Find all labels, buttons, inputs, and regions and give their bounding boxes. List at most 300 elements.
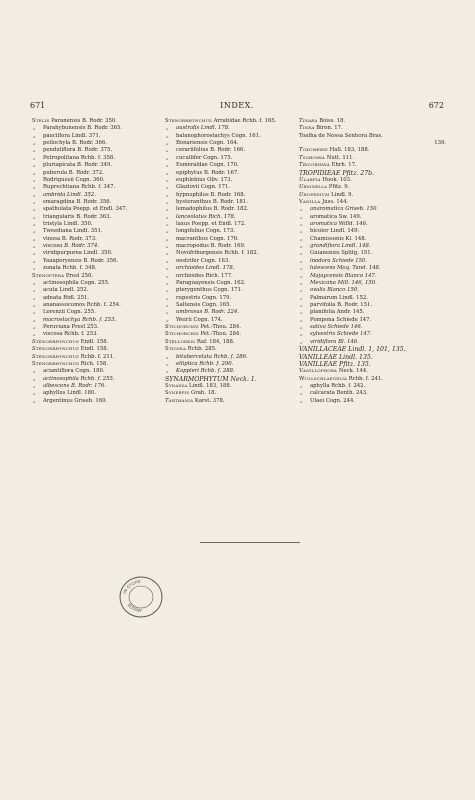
ditto-mark: „ xyxy=(166,309,169,316)
entry-authority: Nutt. 111. xyxy=(325,154,355,161)
continued-page-ref: 139. xyxy=(434,140,446,147)
ditto-mark: „ xyxy=(300,257,303,264)
entry-text: sylvestris Schiede 147. xyxy=(310,331,372,338)
ditto-mark: „ xyxy=(300,338,303,345)
ditto-mark: „ xyxy=(33,147,36,154)
entry-text: bicolor Lindl. 149. xyxy=(310,228,360,235)
index-entry xyxy=(32,376,157,383)
genus-name: Tsoromia xyxy=(299,154,326,161)
index-entry xyxy=(32,184,157,191)
index-entry xyxy=(32,236,157,243)
ditto-mark: „ xyxy=(300,316,303,323)
genus-name: Tinaea xyxy=(299,118,318,124)
index-entry xyxy=(165,147,300,154)
entry-authority: Biron. 17. xyxy=(314,125,343,132)
ditto-mark: „ xyxy=(33,368,36,375)
index-entry xyxy=(32,390,157,397)
ditto-mark: „ xyxy=(166,316,169,323)
entry-text: rupestris Cogn. 179. xyxy=(176,294,232,301)
index-entry xyxy=(165,118,300,125)
entry-text: viscosa Rchb. f. 253. xyxy=(43,331,99,338)
index-entry xyxy=(299,177,446,184)
ditto-mark: „ xyxy=(166,279,169,286)
entry-text: macranthus Cogn. 176. xyxy=(176,235,239,242)
index-entry xyxy=(299,331,446,338)
ditto-mark: „ xyxy=(166,360,169,367)
ditto-mark: „ xyxy=(166,147,169,154)
ditto-mark: „ xyxy=(300,213,303,220)
index-entry xyxy=(165,140,300,147)
ditto-mark: „ xyxy=(300,250,303,257)
genus-name: Stellorkis xyxy=(165,338,196,345)
index-entry xyxy=(32,177,157,184)
entry-authority: Lindl. 9. xyxy=(329,191,354,198)
entry-text: ambrida Lindl. 352. xyxy=(43,191,96,198)
ditto-mark: „ xyxy=(33,294,36,301)
entry-text: pellochyla B. Rodr. 366. xyxy=(43,140,107,147)
entry-text: viridipurpurea Lindl. 350. xyxy=(43,250,113,257)
index-entry xyxy=(165,280,300,287)
entry-text: triangularis B. Rodr. 363. xyxy=(43,213,112,220)
ditto-mark: „ xyxy=(33,221,36,228)
ditto-mark: „ xyxy=(33,257,36,264)
ditto-mark: „ xyxy=(166,154,169,161)
entry-authority: Paranensis B. Rodr. 350. xyxy=(49,118,117,124)
genus-name: Stelis xyxy=(32,118,50,124)
entry-text: adnata Ridl. 251. xyxy=(43,294,90,301)
index-entry xyxy=(32,125,157,132)
index-entry xyxy=(299,250,446,257)
entry-authority: Neck. 144. xyxy=(337,368,368,375)
index-entry xyxy=(299,221,446,228)
index-entry xyxy=(32,170,157,177)
index-entry xyxy=(165,162,300,169)
entry-text: Kappleri Rchb. f. 288. xyxy=(176,368,235,375)
entry-authority: Karst. 378. xyxy=(193,397,225,404)
entry-authority: Endl. 158. xyxy=(79,346,109,353)
ditto-mark: „ xyxy=(166,301,169,308)
entry-authority: Rchb. f. 241. xyxy=(347,375,383,382)
index-entry xyxy=(299,236,446,243)
ditto-mark: „ xyxy=(166,272,169,279)
index-entry xyxy=(32,346,157,353)
index-entry xyxy=(165,221,300,228)
entry-text: Ulaei Cogn. 244. xyxy=(310,397,356,404)
index-entry xyxy=(165,309,300,316)
index-entry xyxy=(165,265,300,272)
entry-authority: Juss. 144. xyxy=(320,198,349,205)
ditto-mark: „ xyxy=(33,279,36,286)
index-entry xyxy=(165,354,300,361)
entry-text: acuta Lindl. 252. xyxy=(43,287,89,294)
index-entry xyxy=(299,317,446,324)
index-entry xyxy=(165,236,300,243)
entry-text: anaromatica Griseb. 150. xyxy=(310,206,379,213)
index-entry xyxy=(165,199,300,206)
genus-name: Stichorchis xyxy=(165,331,199,338)
entry-text: Rodriguesii Cogn. 360. xyxy=(43,176,105,183)
ditto-mark: „ xyxy=(33,191,36,198)
ditto-mark: „ xyxy=(166,368,169,375)
genus-name: Stenoptera xyxy=(32,272,65,279)
entry-text: parvifolia B. Rodr. 151. xyxy=(310,301,373,308)
ditto-mark: „ xyxy=(300,228,303,235)
index-entry xyxy=(299,302,446,309)
index-entry xyxy=(165,324,300,331)
index-entry xyxy=(32,331,157,338)
index-entry xyxy=(165,361,300,368)
entry-text: Lorenzii Cogn. 255. xyxy=(43,309,96,316)
index-entry xyxy=(165,250,300,257)
entry-authority: Boiss. 18. xyxy=(317,118,346,124)
index-entry xyxy=(32,273,157,280)
index-entry xyxy=(299,228,446,235)
ditto-mark: „ xyxy=(33,316,36,323)
ditto-mark: „ xyxy=(33,162,36,169)
ditto-mark: „ xyxy=(166,140,169,147)
entry-text: pterygenthus Cogn. 171. xyxy=(176,287,243,294)
page-number-right: 672 xyxy=(428,101,444,110)
entry-text: Mexicana Mill. 146, 150. xyxy=(310,279,377,286)
ditto-mark: „ xyxy=(166,235,169,242)
index-entry xyxy=(32,140,157,147)
index-entry xyxy=(32,354,157,361)
ditto-mark: „ xyxy=(300,301,303,308)
entry-text: spathulata Poepp. et Endl. 347. xyxy=(43,206,128,213)
genus-name: Tinea xyxy=(299,125,315,132)
ditto-mark: „ xyxy=(300,235,303,242)
entry-text: planifolia Andr. 145. xyxy=(310,309,365,316)
tribe-name: TROPIDIEAE Pfitz. 27b. xyxy=(299,169,375,177)
page-number-left: 671 xyxy=(30,101,46,110)
entry-authority: Pet.-Thou. 284. xyxy=(198,331,242,338)
index-entry xyxy=(32,295,157,302)
ditto-mark: „ xyxy=(166,176,169,183)
entry-text: viscosa B. Rodr. 374. xyxy=(43,243,100,250)
ditto-mark: „ xyxy=(166,243,169,250)
ditto-mark: „ xyxy=(300,279,303,286)
index-entry xyxy=(299,140,446,147)
ditto-mark: „ xyxy=(33,243,36,250)
entry-text: pauciflora Lindl. 371. xyxy=(43,132,101,139)
index-entry xyxy=(165,243,300,250)
entry-text: macrostachya Rchb. f. 253. xyxy=(43,316,117,323)
index-entry xyxy=(32,265,157,272)
entry-text: Majaycensis Blanco 147. xyxy=(310,272,377,279)
entry-text: aphyllus Lindl. 180. xyxy=(43,390,97,397)
ditto-mark: „ xyxy=(300,390,303,397)
ditto-mark: „ xyxy=(33,206,36,213)
tribe-name: VANILLEAE Lindl. 135. xyxy=(299,353,373,361)
ditto-mark: „ xyxy=(300,221,303,228)
entry-text: aromatica Willd. 146. xyxy=(310,221,368,228)
tribe-name: VANILLEAE Pfitz. 135. xyxy=(299,360,371,368)
index-entry xyxy=(299,199,446,206)
genus-name: Stenorrhynchus xyxy=(32,360,80,367)
index-entry xyxy=(32,258,157,265)
ditto-mark: „ xyxy=(166,221,169,228)
index-column-2 xyxy=(165,118,300,405)
genus-name: Ursinella xyxy=(299,184,328,191)
index-entry xyxy=(32,243,157,250)
index-entry xyxy=(32,368,157,375)
index-entry xyxy=(299,118,446,125)
index-entry xyxy=(299,258,446,265)
ditto-mark: „ xyxy=(33,390,36,397)
genus-name: Tarthania xyxy=(165,397,194,404)
index-entry xyxy=(32,133,157,140)
index-entry xyxy=(32,221,157,228)
entry-text: Ruprechtiana Rchb. f. 347. xyxy=(43,184,116,191)
entry-text: lanceolatus Rich. 178. xyxy=(176,213,236,220)
index-entry xyxy=(299,295,446,302)
ditto-mark: „ xyxy=(166,265,169,272)
index-entry xyxy=(32,287,157,294)
index-entry xyxy=(299,361,446,368)
ditto-mark: „ xyxy=(33,228,36,235)
entry-text: Esmeraldae Cogn. 170. xyxy=(176,162,239,169)
entry-text: Pompona Schiede 147. xyxy=(310,316,372,323)
entry-text: oestrifer Cogn. 163. xyxy=(176,257,230,264)
index-entry xyxy=(165,155,300,162)
entry-authority: Pfitz. 9. xyxy=(327,184,350,191)
index-entry xyxy=(32,339,157,346)
index-entry xyxy=(32,192,157,199)
entry-text: zonata Rchb. f. 348. xyxy=(43,265,97,272)
index-entry xyxy=(32,199,157,206)
ditto-mark: „ xyxy=(166,125,169,132)
ditto-mark: „ xyxy=(33,213,36,220)
entry-text: vinosa B. Rodr. 373. xyxy=(43,235,97,242)
genus-name: Stenorrhynchus xyxy=(165,118,213,124)
ditto-mark: „ xyxy=(300,397,303,404)
index-entry xyxy=(299,243,446,250)
index-entry xyxy=(165,339,300,346)
ditto-mark: „ xyxy=(33,265,36,272)
entry-text: penduliflora B. Rodr. 375. xyxy=(43,147,113,154)
entry-text: Parahybunensis B. Rodr. 365. xyxy=(43,125,123,132)
entry-text: macropodus B. Rodr. 169. xyxy=(176,243,246,250)
index-entry xyxy=(165,346,300,353)
entry-text: actinosophila Rchb. f. 255. xyxy=(43,375,115,382)
entry-authority: Hook. 103. xyxy=(320,176,352,183)
index-entry xyxy=(165,390,300,397)
ditto-mark: „ xyxy=(33,309,36,316)
ditto-mark: „ xyxy=(166,206,169,213)
index-entry xyxy=(299,368,446,375)
entry-text: australis Lindl. 178. xyxy=(176,125,230,132)
genus-name: Stichorchis xyxy=(165,324,199,331)
ditto-mark: „ xyxy=(300,382,303,389)
entry-text: Petropolitana Rchb. f. 358. xyxy=(43,154,115,161)
entry-text: umbrosus B. Rodr. 224. xyxy=(176,309,240,316)
index-entry xyxy=(299,155,446,162)
entry-text: hypnophilus B. Rodr. 168. xyxy=(176,191,246,198)
entry-text: longifolius Cogn. 173. xyxy=(176,228,235,235)
entry-text: Novofriburgensis Rchb. f. 182. xyxy=(176,250,259,257)
index-entry xyxy=(299,273,446,280)
genus-name: Stigmia xyxy=(165,346,187,353)
entry-text: Yauaperyensis B. Rodr. 356. xyxy=(43,257,119,264)
entry-text: aromatica Sw. 149. xyxy=(310,213,362,220)
ditto-mark: „ xyxy=(166,287,169,294)
entry-text: Tweediana Lindl. 351. xyxy=(43,228,103,235)
ditto-mark: „ xyxy=(33,132,36,139)
ditto-mark: „ xyxy=(33,235,36,242)
ditto-mark: „ xyxy=(300,287,303,294)
entry-text: lemadophilus B. Rodr. 182. xyxy=(176,206,249,213)
entry-text: Saltensis Cogn. 165. xyxy=(176,301,232,308)
entry-authority: Rchb. 285. xyxy=(186,346,217,353)
genus-name: Wullschlaegelia xyxy=(299,375,348,382)
entry-authority: Presl 250. xyxy=(64,272,93,279)
entry-authority: Hall. 183, 188. xyxy=(327,147,370,154)
index-entry xyxy=(165,273,300,280)
index-entry xyxy=(299,170,446,177)
entry-text: inodora Schiede 150. xyxy=(310,257,368,264)
index-entry xyxy=(299,346,446,353)
index-entry xyxy=(32,309,157,316)
index-entry xyxy=(299,280,446,287)
entry-authority: Endl. 158. xyxy=(79,338,109,345)
entry-authority: Rchb. f. 211. xyxy=(79,353,115,360)
genus-name: Toxomeris xyxy=(299,147,328,154)
index-entry xyxy=(299,376,446,383)
entry-text: Guianensis Splitg. 151. xyxy=(310,250,373,257)
entry-text: orchioides Rich. 177. xyxy=(176,272,233,279)
entry-text: bitubercelata Rchb. f. 286. xyxy=(176,353,248,360)
index-entry xyxy=(299,125,446,132)
ditto-mark: „ xyxy=(33,176,36,183)
index-entry xyxy=(299,265,446,272)
entry-text: actinosophila Cogn. 255. xyxy=(43,279,110,286)
ditto-mark: „ xyxy=(166,228,169,235)
entry-text: Weirii Cogn. 174. xyxy=(176,316,223,323)
index-entry xyxy=(165,206,300,213)
entry-text: cucullifer Cogn. 175. xyxy=(176,154,233,161)
entry-text: euphlebius Oliv. 173. xyxy=(176,176,233,183)
entry-text: smaragdina B. Rodr. 356. xyxy=(43,198,112,205)
index-entry xyxy=(165,295,300,302)
ditto-mark: „ xyxy=(300,265,303,272)
entry-text: laxus Poepp. et Endl. 172. xyxy=(176,221,246,228)
ditto-mark: „ xyxy=(300,272,303,279)
index-entry xyxy=(165,258,300,265)
entry-text: aciantiflora Cogn. 180. xyxy=(43,368,105,375)
index-entry xyxy=(165,287,300,294)
index-entry xyxy=(299,324,446,331)
entry-text: Bonariensis Cogn. 164. xyxy=(176,140,239,147)
genus-name: Vanilla xyxy=(299,198,321,205)
stamp-inner-ring xyxy=(129,586,153,608)
index-entry xyxy=(165,376,300,383)
index-entry xyxy=(299,147,446,154)
index-entry xyxy=(299,309,446,316)
entry-authority: Ehrh. 17. xyxy=(329,162,357,169)
index-entry xyxy=(299,287,446,294)
entry-text: Peruviana Presl 253. xyxy=(43,324,99,331)
stamp-bottom-text: BOTANY xyxy=(126,602,143,614)
index-entry xyxy=(165,383,300,390)
ditto-mark: „ xyxy=(33,140,36,147)
index-entry xyxy=(299,184,446,191)
index-entry xyxy=(32,147,157,154)
entry-authority: Lindl. 183, 188. xyxy=(187,382,232,389)
entry-text: aphylla Rchb. f. 242. xyxy=(310,382,366,389)
ditto-mark: „ xyxy=(33,154,36,161)
entry-text: cerariifolius B. Rodr. 166. xyxy=(176,147,246,154)
genus-name: Tricorhina xyxy=(299,162,330,169)
ditto-mark: „ xyxy=(33,198,36,205)
ditto-mark: „ xyxy=(33,324,36,331)
entry-text: pluriapicata B. Rodr. 349. xyxy=(43,162,112,169)
ditto-mark: „ xyxy=(166,184,169,191)
index-entry xyxy=(299,390,446,397)
index-entry xyxy=(165,228,300,235)
genus-name: Uropedium xyxy=(299,191,330,198)
index-entry xyxy=(32,361,157,368)
index-entry xyxy=(165,177,300,184)
library-stamp xyxy=(118,574,164,620)
index-entry xyxy=(32,317,157,324)
index-entry xyxy=(299,398,446,405)
ditto-mark: „ xyxy=(33,184,36,191)
genus-name: Stenorrhynchus xyxy=(32,353,80,360)
entry-authority: Raf. 184, 188. xyxy=(195,338,235,345)
ditto-mark: „ xyxy=(166,132,169,139)
ditto-mark: „ xyxy=(300,309,303,316)
index-entry xyxy=(299,206,446,213)
entry-authority: Grah. 18. xyxy=(189,390,217,397)
index-entry xyxy=(32,155,157,162)
index-entry xyxy=(32,302,157,309)
index-entry xyxy=(32,280,157,287)
index-entry xyxy=(299,383,446,390)
index-entry xyxy=(32,228,157,235)
genus-name: Synerpis xyxy=(165,390,190,397)
ditto-mark: „ xyxy=(166,191,169,198)
entry-authority: Pet.-Thou. 284. xyxy=(198,324,242,331)
ditto-mark: „ xyxy=(300,206,303,213)
ditto-mark: „ xyxy=(166,250,169,257)
ditto-mark: „ xyxy=(33,382,36,389)
entry-text: Paraguayensis Cogn. 162. xyxy=(176,279,246,286)
ditto-mark: „ xyxy=(166,257,169,264)
entry-text: Glaziovii Cogn. 171. xyxy=(176,184,231,191)
ditto-mark: „ xyxy=(300,294,303,301)
index-entry xyxy=(165,214,300,221)
ditto-mark: „ xyxy=(166,353,169,360)
entry-text: balanophorostachys Cogn. 161. xyxy=(176,132,261,139)
entry-text: Argentinus Griseb. 160. xyxy=(43,397,108,404)
tribe-name: SYNARMOPHYTUM Neck. 1. xyxy=(165,375,257,383)
index-column-1 xyxy=(32,118,157,405)
page-header xyxy=(30,101,444,113)
index-entry xyxy=(32,118,157,125)
index-entry xyxy=(32,250,157,257)
end-rule xyxy=(200,542,300,543)
entry-text: Toalha de Nossa Senhora Bras. xyxy=(299,132,383,139)
entry-text: ananassocomos Rchb. f. 254. xyxy=(43,301,121,308)
index-entry xyxy=(299,339,446,346)
index-entry xyxy=(165,331,300,338)
ditto-mark: „ xyxy=(300,243,303,250)
ditto-mark: „ xyxy=(300,331,303,338)
ditto-mark: „ xyxy=(33,397,36,404)
index-entry xyxy=(32,214,157,221)
index-entry xyxy=(165,398,300,405)
entry-authority: Arrabidae Rchb. f. 165. xyxy=(212,118,277,124)
